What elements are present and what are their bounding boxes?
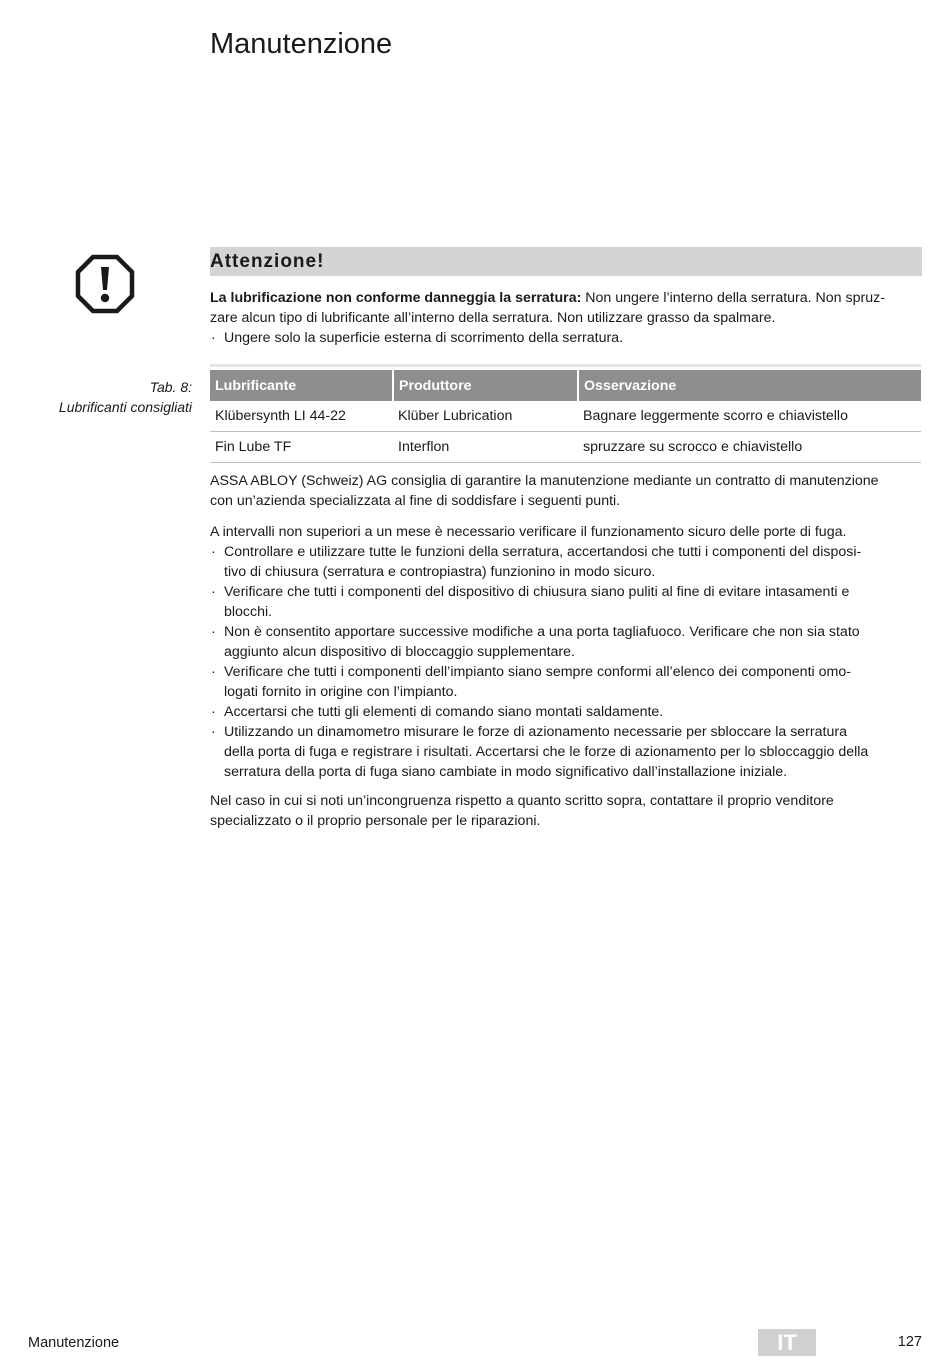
list-item-line: aggiunto alcun dispositivo di bloccaggio supplementare. xyxy=(224,644,575,660)
warning-text xyxy=(210,288,925,348)
list-item-line: tivo di chiusura (serratura e contropiastra) funzionino in modo sicuro. xyxy=(224,564,656,580)
warning-lead xyxy=(210,288,925,308)
page-title: Manutenzione xyxy=(210,28,393,60)
table-caption xyxy=(20,377,192,417)
table-cell: spruzzare su scrocco e chiavistello xyxy=(578,432,921,463)
column-header: Produttore xyxy=(393,370,578,401)
list-item-line: blocchi. xyxy=(224,604,273,620)
divider xyxy=(210,364,921,367)
table-cell: Klübersynth LI 44-22 xyxy=(210,401,393,432)
list-item-line: · Non è consentito apportare successive modifiche a una porta tagliafuoco. Verificare che non sia stato xyxy=(224,624,860,640)
language-badge: IT xyxy=(758,1329,816,1356)
table-caption-number: Tab. 8: xyxy=(149,379,192,395)
column-header: Lubrificante xyxy=(210,370,393,401)
table-cell: Klüber Lubrication xyxy=(393,401,578,432)
list-item xyxy=(210,622,925,662)
paragraph-line: ASSA ABLOY (Schweiz) AG consiglia di garantire la manutenzione mediante un contratto di manutenzione xyxy=(210,473,879,489)
list-item-line: serratura della porta di fuga siano cambiate in modo significativo dall’installazione iniziale. xyxy=(224,764,788,780)
table-cell: Fin Lube TF xyxy=(210,432,393,463)
list-item-line: · Controllare e utilizzare tutte le funzioni della serratura, accertandosi che tutti i componenti del disposi- xyxy=(224,544,862,560)
list-item-line: della porta di fuga e registrare i risultati. Accertarsi che le forze di azionamento per lo sbloccaggio della xyxy=(224,744,869,760)
list-item-line: · Accertarsi che tutti gli elementi di comando siano montati saldamente. xyxy=(224,704,664,720)
table-row xyxy=(210,432,921,463)
table-cell: Bagnare leggermente scorro e chiavistello xyxy=(578,401,921,432)
body-text xyxy=(210,471,925,831)
column-header: Osservazione xyxy=(578,370,921,401)
list-item xyxy=(210,582,925,622)
paragraph-line: specializzato o il proprio personale per le riparazioni. xyxy=(210,813,541,829)
lubricants-table xyxy=(210,370,921,463)
list-item xyxy=(210,542,925,582)
table-header-row xyxy=(210,370,921,401)
table-caption-title: Lubrificanti consigliati xyxy=(58,399,192,415)
list-item-line: · Verificare che tutti i componenti del dispositivo di chiusura siano puliti al fine di evitare intasamenti e xyxy=(224,584,850,600)
paragraph-line: con un’azienda specializzata al fine di soddisfare i seguenti punti. xyxy=(210,493,621,509)
list-item-line: logati fornito in origine con l’impianto. xyxy=(224,684,458,700)
list-item xyxy=(210,722,925,782)
warning-octagon-icon xyxy=(75,254,135,314)
warning-lead-rest: Non ungere l’interno della serratura. Non spruz- xyxy=(581,290,885,306)
list-item-line: · Utilizzando un dinamometro misurare le forze di azionamento necessarie per sbloccare la serratura xyxy=(224,724,847,740)
warning-title: Attenzione! xyxy=(210,251,325,272)
warning-lead-line2: zare alcun tipo di lubrificante all’interno della serratura. Non utilizzare grasso da spalmare. xyxy=(210,310,776,326)
footer-section-label: Manutenzione xyxy=(28,1335,120,1351)
warning-bullet: · Ungere solo la superficie esterna di scorrimento della serratura. xyxy=(210,328,925,348)
warning-heading-bar xyxy=(210,247,922,276)
table-cell: Interflon xyxy=(393,432,578,463)
warning-lead-bold: La lubrificazione non conforme danneggia la serratura: xyxy=(210,290,582,306)
list-item xyxy=(210,662,925,702)
paragraph-intro: A intervalli non superiori a un mese è necessario verificare il funzionamento sicuro delle porte di fuga. xyxy=(210,524,847,540)
page-number: 127 xyxy=(897,1334,922,1350)
table-row xyxy=(210,401,921,432)
paragraph-line: Nel caso in cui si noti un’incongruenza rispetto a quanto scritto sopra, contattare il proprio venditore xyxy=(210,793,834,809)
list-item xyxy=(210,702,925,722)
list-item-line: · Verificare che tutti i componenti dell’impianto siano sempre conformi all’elenco dei componenti omo- xyxy=(224,664,851,680)
